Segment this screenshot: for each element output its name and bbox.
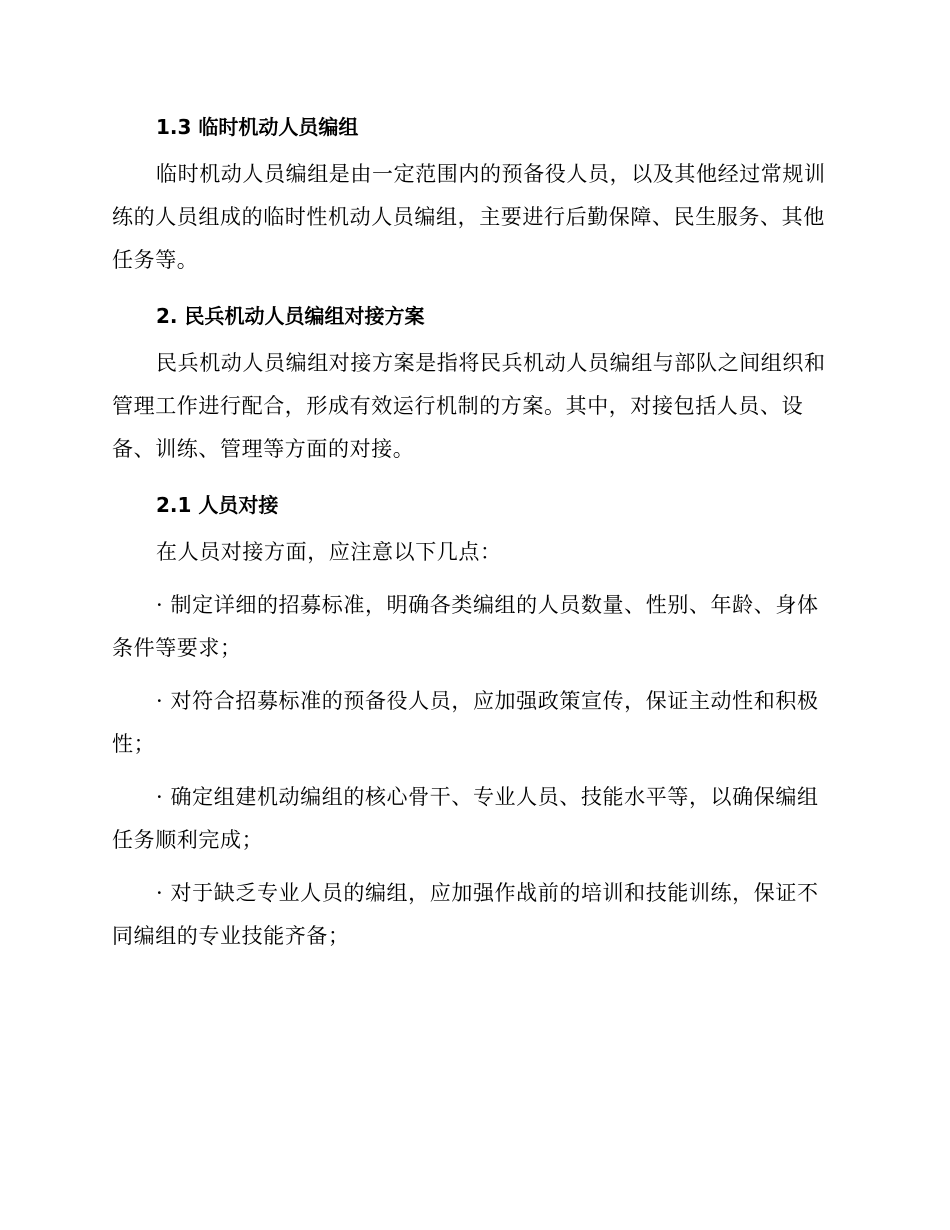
paragraph: 民兵机动人员编组对接方案是指将民兵机动人员编组与部队之间组织和管理工作进行配合，形成有效运行机制的方案。其中，对接包括人员、设备、训练、管理等方面的对接。	[112, 351, 826, 461]
paragraph: 临时机动人员编组是由一定范围内的预备役人员，以及其他经过常规训练的人员组成的临时性机动人员编组，主要进行后勤保障、民生服务、其他任务等。	[112, 162, 826, 272]
bullet-item: · 对符合招募标准的预备役人员，应加强政策宣传，保证主动性和积极性；	[112, 689, 819, 756]
bullet-item: · 对于缺乏专业人员的编组，应加强作战前的培训和技能训练，保证不同编组的专业技能齐备；	[112, 881, 819, 948]
document-page	[112, 103, 832, 968]
section-heading: 2. 民兵机动人员编组对接方案	[156, 304, 425, 328]
section-heading: 1.3 临时机动人员编组	[156, 115, 359, 139]
bullet-item: · 确定组建机动编组的核心骨干、专业人员、技能水平等，以确保编组任务顺利完成；	[112, 785, 819, 852]
bullet-item: · 制定详细的招募标准，明确各类编组的人员数量、性别、年龄、身体条件等要求；	[112, 593, 819, 660]
section-heading: 2.1 人员对接	[156, 493, 279, 517]
paragraph: 在人员对接方面，应注意以下几点：	[156, 540, 502, 564]
